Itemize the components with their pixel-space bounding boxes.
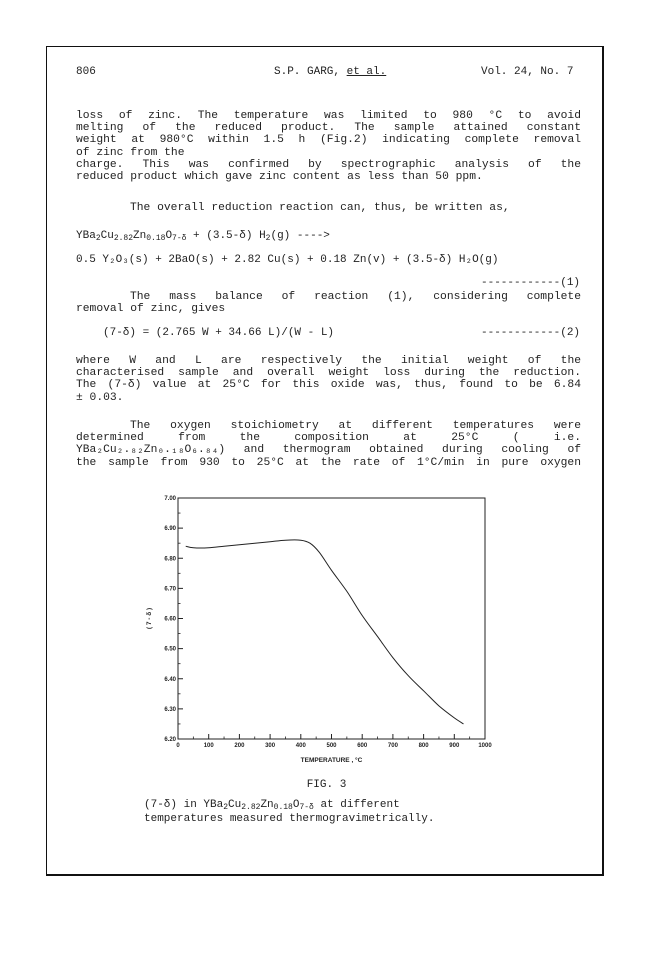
text-line: loss of zinc. The temperature was limited to 980 °C to avoid — [76, 110, 581, 122]
volume-info: Vol. 24, No. 7 — [481, 66, 574, 78]
x-tick-label: 800 — [418, 743, 429, 749]
text-line: where W and L are respectively the initial weight of the — [76, 355, 581, 367]
text-line: The (7-δ) value at 25°C for this oxide was, thus, found to be 6.84 — [76, 379, 581, 392]
equation-2: (7-δ) = (2.765 W + 34.66 L)/(W - L) — [103, 327, 335, 339]
paragraph-mass-balance — [76, 291, 581, 315]
data-curve — [186, 540, 464, 724]
running-head-authors: S.P. GARG, et al. — [274, 66, 387, 78]
text-line: the sample from 930 to 25°C at the rate of 1°C/min in pure oxygen — [76, 456, 581, 469]
plot-frame — [178, 498, 485, 739]
x-tick-label: 600 — [357, 743, 368, 749]
y-tick-label: 6.70 — [164, 586, 176, 593]
y-tick-label: 7.00 — [164, 496, 176, 502]
x-tick-label: 1000 — [478, 743, 492, 749]
text-line: weight at 980°C within 1.5 h (Fig.2) indicating complete removal — [76, 134, 581, 147]
text-line: removal of zinc, gives — [76, 303, 226, 316]
text-line: determined from the composition at 25°C ( i.e. — [76, 432, 581, 445]
equation-1-line-2: 0.5 Y₂O₃(s) + 2BaO(s) + 2.82 Cu(s) + 0.18 Zn(v) + (3.5-δ) H₂O(g) — [76, 254, 499, 266]
x-tick-label: 100 — [203, 743, 214, 749]
y-tick-label: 6.60 — [164, 616, 176, 623]
y-tick-label: 6.50 — [164, 646, 176, 653]
text-line: characterised sample and overall weight loss during the reduction. — [76, 367, 581, 380]
figure-caption-line-1: (7-δ) in $YBa_2Cu_{2.82}Zn_{0.18}O_{7-\delta}$ at different — [144, 799, 400, 812]
paragraph-reaction-intro: The overall reduction reaction can, thus, be written as, — [130, 202, 510, 214]
text-line: ± 0.03. — [76, 391, 124, 404]
text-line: melting of the reduced product. The sample attained constant — [76, 122, 581, 135]
figure-caption-line-2: temperatures measured thermogravimetrically. — [144, 813, 435, 825]
x-tick-label: 200 — [234, 743, 245, 749]
figure-label: FIG. 3 — [306, 779, 347, 791]
y-tick-label: 6.30 — [164, 706, 176, 713]
x-axis-title: TEMPERATURE , °C — [300, 757, 363, 763]
x-tick-label: 700 — [387, 743, 398, 749]
x-tick-label: 0 — [176, 743, 180, 749]
figure-3-chart — [140, 488, 510, 763]
paragraph-zinc-loss — [76, 110, 581, 183]
x-tick-label: 400 — [295, 743, 306, 749]
paragraph-definitions — [76, 355, 581, 404]
x-tick-label: 500 — [326, 743, 337, 749]
y-tick-label: 6.80 — [164, 556, 176, 563]
equation-1-number: ------------(1) — [481, 277, 581, 289]
text-line: YBa₂Cu₂.₈₂Zn₀.₁₈O₆.₈₄) and thermogram obtained during cooling of — [76, 444, 581, 457]
y-tick-label: 6.90 — [164, 526, 176, 533]
y-axis-title: ( 7 - δ ) — [146, 607, 153, 630]
text-line: of zinc from the — [76, 146, 185, 159]
paragraph-oxygen-stoichiometry — [76, 420, 581, 469]
text-line: The oxygen stoichiometry at different temperatures were — [130, 420, 581, 432]
text-line: reduced product which gave zinc content as less than 50 ppm. — [76, 171, 483, 184]
y-tick-label: 6.20 — [164, 737, 176, 743]
y-tick-label: 6.40 — [164, 676, 176, 683]
x-tick-label: 900 — [449, 743, 460, 749]
equation-2-number: ------------(2) — [481, 327, 581, 339]
text-line: The mass balance of reaction (1), considering complete — [130, 291, 581, 303]
text-line: charge. This was confirmed by spectrographic analysis of the — [76, 158, 581, 171]
equation-1-line-1: $YBa_2Cu_{2.82}Zn_{0.18}O_{7-\delta} + (3.5-\delta)$ $H_2(g)$ ----> — [76, 230, 330, 243]
page-number: 806 — [76, 66, 96, 78]
x-tick-label: 300 — [265, 743, 276, 749]
